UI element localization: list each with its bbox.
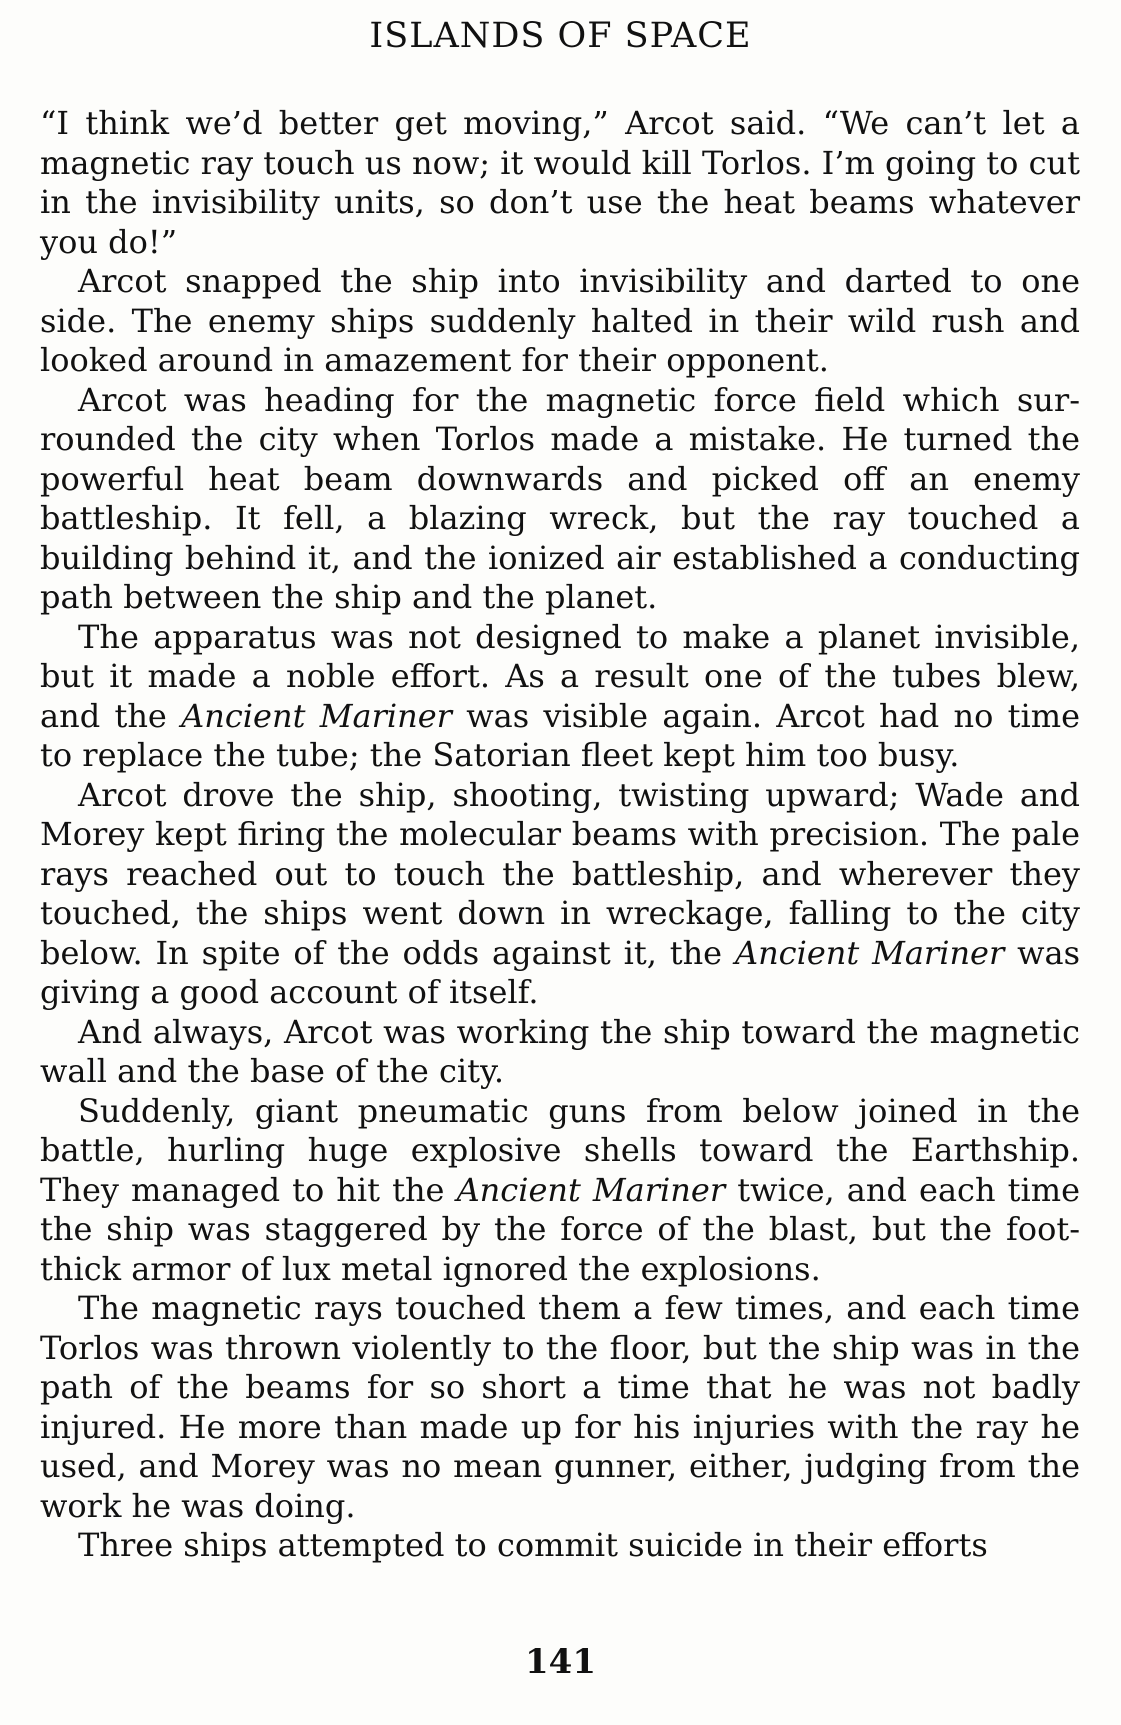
paragraph-8: The magnetic rays touched them a few times, and each time Torlos was thrown violently to the floor, but the ship was in the path of the beams for so short a time that he was not badly injured. He more than made up for his injuries with the ray he used, and Morey was no mean gunner, either, judging from the work he was doing.	[40, 1289, 1080, 1525]
ship-name-italic: Ancient Mariner	[181, 696, 452, 735]
paragraph-7	[40, 1092, 1080, 1290]
paragraph-9: Three ships attempted to commit suicide in their efforts	[78, 1526, 988, 1564]
paragraph-1: “I think we’d better get moving,” Arcot said. “We can’t let a magnetic ray touch us now; it would kill Torlos. I’m going to cut in the invisibility units, so don’t use the heat beams whatever you do!”	[40, 104, 1080, 261]
paragraph-7-text-b: twice, and each time the ship was staggered by the force of the blast, but the foot-thick armor of lux metal ignored the explosions.	[40, 1170, 1081, 1288]
paragraph-2: Arcot snapped the ship into invisibility and darted to one side. The enemy ships suddenly halted in their wild rush and looked around in amazement for their opponent.	[40, 262, 1080, 379]
paragraph-5-text-a: Arcot drove the ship, shooting, twisting upward; Wade and Morey kept firing the molecular beams with precision. The pale rays reached out to touch the battleship, and wherever they touched, the ships went down in wreckage, falling to the city below. In spite of the odds against it, the	[40, 775, 1080, 972]
paragraph-5-text-b: was giving a good account of itself.	[40, 933, 1081, 1011]
paragraph-3: Arcot was heading for the magnetic force field which surrounded the city when Torlos made a mistake. He turned the powerful heat beam downwards and picked off an enemy battleship. It fell, a blazing wreck, but the ray touched a building behind it, and the ionized air established a conducting path between the ship and the planet.	[40, 380, 1080, 616]
ship-name-italic: Ancient Mariner	[456, 1170, 726, 1209]
paragraph-4-text-b: was visible again. Arcot had no time to replace the tube; the Satorian fleet kept him too busy.	[40, 696, 1081, 774]
paragraph-7-text-a: Suddenly, giant pneumatic guns from below joined in the battle, hurling huge explosive shells toward the Earthship. They managed to hit the	[40, 1091, 1080, 1209]
paragraph-5	[40, 776, 1080, 1013]
page-number: 141	[525, 1642, 596, 1682]
paragraph-4-text-a: The apparatus was not designed to make a planet invisible, but it made a noble effort. As a result one of the tubes blew, and the	[40, 617, 1080, 735]
paragraph-6: And always, Arcot was working the ship toward the magnetic wall and the base of the city.	[40, 1012, 1080, 1090]
paragraph-4	[40, 618, 1080, 776]
ship-name-italic: Ancient Mariner	[734, 933, 1005, 972]
body-text	[40, 104, 1080, 1566]
running-header: ISLANDS OF SPACE	[369, 16, 752, 56]
